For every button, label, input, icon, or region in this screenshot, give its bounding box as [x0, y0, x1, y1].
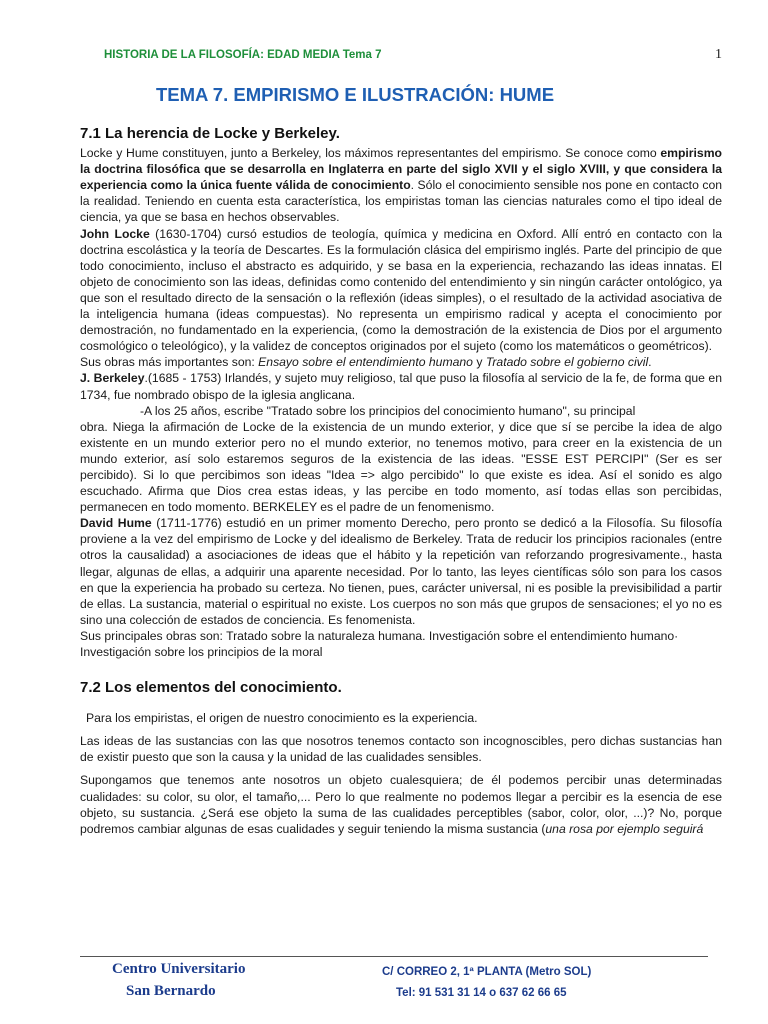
paragraph-berkeley-indent: -A los 25 años, escribe "Tratado sobre los principios del conocimiento humano", su principal: [140, 403, 636, 418]
text-span: . Sólo el conocimiento sensible nos pone en contacto con la realidad. Teniendo en cuenta esta característica, los empiristas toman las ciencias naturales como el tipo ideal de ciencia, ya que se basa en hechos observables.: [80, 178, 722, 225]
footer-divider: [80, 956, 708, 957]
paragraph-origen: Para los empiristas, el origen de nuestro conocimiento es la experiencia.: [86, 711, 478, 726]
text-span: y: [472, 355, 486, 370]
running-header: HISTORIA DE LA FILOSOFÍA: EDAD MEDIA Tema 7: [104, 49, 382, 61]
text-span: Sus obras más importantes son:: [80, 355, 259, 370]
paragraph-hume-works: Sus principales obras son: Tratado sobre la naturaleza humana. Investigación sobre el entendimiento humano· Investigación sobre los principios de la moral: [80, 628, 679, 659]
berkeley-name: J. Berkeley: [80, 371, 145, 386]
footer-organization: [112, 958, 312, 1002]
paragraph-berkeley: [80, 370, 722, 402]
hume-name: David Hume: [80, 516, 152, 531]
text-span: (1630-1704) cursó estudios de teología, química y medicina en Oxford. Allí entró en contacto con la doctrina escolástica y la teoría de Descartes. Es la formulación clásica del empirismo inglés. Parte del principio de que todo conocimiento, incluso el abstracto es adquirido, y se basa en la experiencia, rechazando las ideas innatas. El objeto de conocimiento son las ideas, definidas como contenido del entendimiento y sin ningún carácter ontológico, ya que son el resultado directo de la sensación o la reflexión (ideas simples), o el resultado de la actividad asociativa de la inteligencia humana (ideas compuestas). No representa un empirismo radical y acepta el conocimiento por demostración, no fundamentado en la experiencia, (como la demostración de la existencia de Dios por el argumento cosmológico o teleológico), y la validez de conceptos originados por el sujeto (como los matemáticos o geométricos).: [80, 226, 722, 354]
org-line-1: Centro Universitario: [112, 961, 246, 977]
text-span: .: [648, 355, 652, 370]
paragraph-objeto: [80, 772, 722, 836]
section-heading-7-1: 7.1 La herencia de Locke y Berkeley.: [80, 125, 340, 142]
document-title: TEMA 7. EMPIRISMO E ILUSTRACIÓN: HUME: [155, 84, 555, 105]
bold-definition: empirismo la doctrina filosófica que se desarrolla en Inglaterra en parte del siglo XVII y el siglo XVIII, y que considera la experiencia como la única fuente válida de conocimiento: [80, 146, 722, 193]
paragraph-empirismo: [80, 145, 722, 225]
org-line-2: San Bernardo: [126, 983, 216, 999]
footer-contact: [382, 962, 642, 1004]
paragraph-berkeley-cont: obra. Niega la afirmación de Locke de la existencia de un mundo exterior, y dice que sí se percibe la idea de algo existente en un mundo exterior pero no el mundo exterior, no tenemos motivo, para creer en la existencia de un mundo exterior, así solo estaremos seguros de la existencia de las ideas. "ESSE EST PERCIPI" (Ser es ser percibido). Si lo que percibimos son ideas "Idea => algo percibido" lo que existe es idea. Así el sonido es algo escuchado. Afirma que Dios crea estas ideas, y las percibe en todo momento, así todas ellas son percibidas, permanecen en todo momento. BERKELEY es el padre de un fenomenismo.: [80, 419, 722, 515]
section-heading-7-2: 7.2 Los elementos del conocimiento.: [80, 679, 342, 697]
work-title: Tratado sobre el gobierno civil: [485, 355, 649, 370]
footer-address: C/ CORREO 2, 1ª PLANTA (Metro SOL): [382, 966, 592, 978]
text-span: Supongamos que tenemos ante nosotros un objeto cualesquiera; de él podemos percibir unas determinadas cualidades: su color, su olor, el tamaño,... Pero lo que realmente no podemos llegar a percibir es la esencia de ese objeto, su sustancia. ¿Será ese objeto la suma de las cualidades perceptibles (sabor, color, olor, ...)? No, porque podremos cambiar algunas de esas cualidades y seguir teniendo la misma sustancia (: [80, 773, 722, 836]
text-span: .(1685 - 1753) Irlandés, y sujeto muy religioso, tal que puso la filosofía al servicio de la fe, de forma que en 1734, fue nombrado obispo de la iglesia anglicana.: [80, 371, 722, 402]
paragraph-locke-works: [80, 354, 722, 370]
text-span: Locke y Hume constituyen, junto a Berkeley, los máximos representantes del empirismo. Se conoce como: [80, 146, 661, 161]
text-span: (1711-1776) estudió en un primer momento Derecho, pero pronto se dedicó a la Filosofía. Su filosofía proviene a la vez del empirismo de Locke y del idealismo de Berkeley. Trata de reducir los principios racionales (entre otros la causalidad) a asociaciones de ideas que el hábito y la repetición van reforzando progresivamente., hasta llegar, algunas de ellas, a adquirir una aparente necesidad. Por lo tanto, las leyes científicas sólo son para los casos en que la experiencia ha probado su certeza. No tienen, pues, carácter universal, ni es posible la previsibilidad a partir de ellas. La sustancia, material o espiritual no existe. Los cuerpos no son más que grupos de sensaciones; el yo no es sino una colección de estados de conciencia. Es fenomenista.: [80, 516, 723, 627]
footer-phone: Tel: 91 531 31 14 o 637 62 66 65: [396, 987, 567, 999]
paragraph-hume: [80, 515, 722, 628]
page-number: 1: [715, 47, 722, 62]
paragraph-locke: [80, 226, 722, 355]
italic-example: una rosa por ejemplo seguirá: [545, 821, 704, 836]
paragraph-sustancias: Las ideas de las sustancias con las que nosotros tenemos contacto son incognoscibles, pero dichas sustancias han de existir puesto que son la causa y la unidad de las cualidades sensibles.: [80, 734, 722, 765]
work-title: Ensayo sobre el entendimiento humano: [258, 355, 473, 370]
locke-name: John Locke: [80, 226, 150, 241]
document-body: [80, 126, 722, 837]
